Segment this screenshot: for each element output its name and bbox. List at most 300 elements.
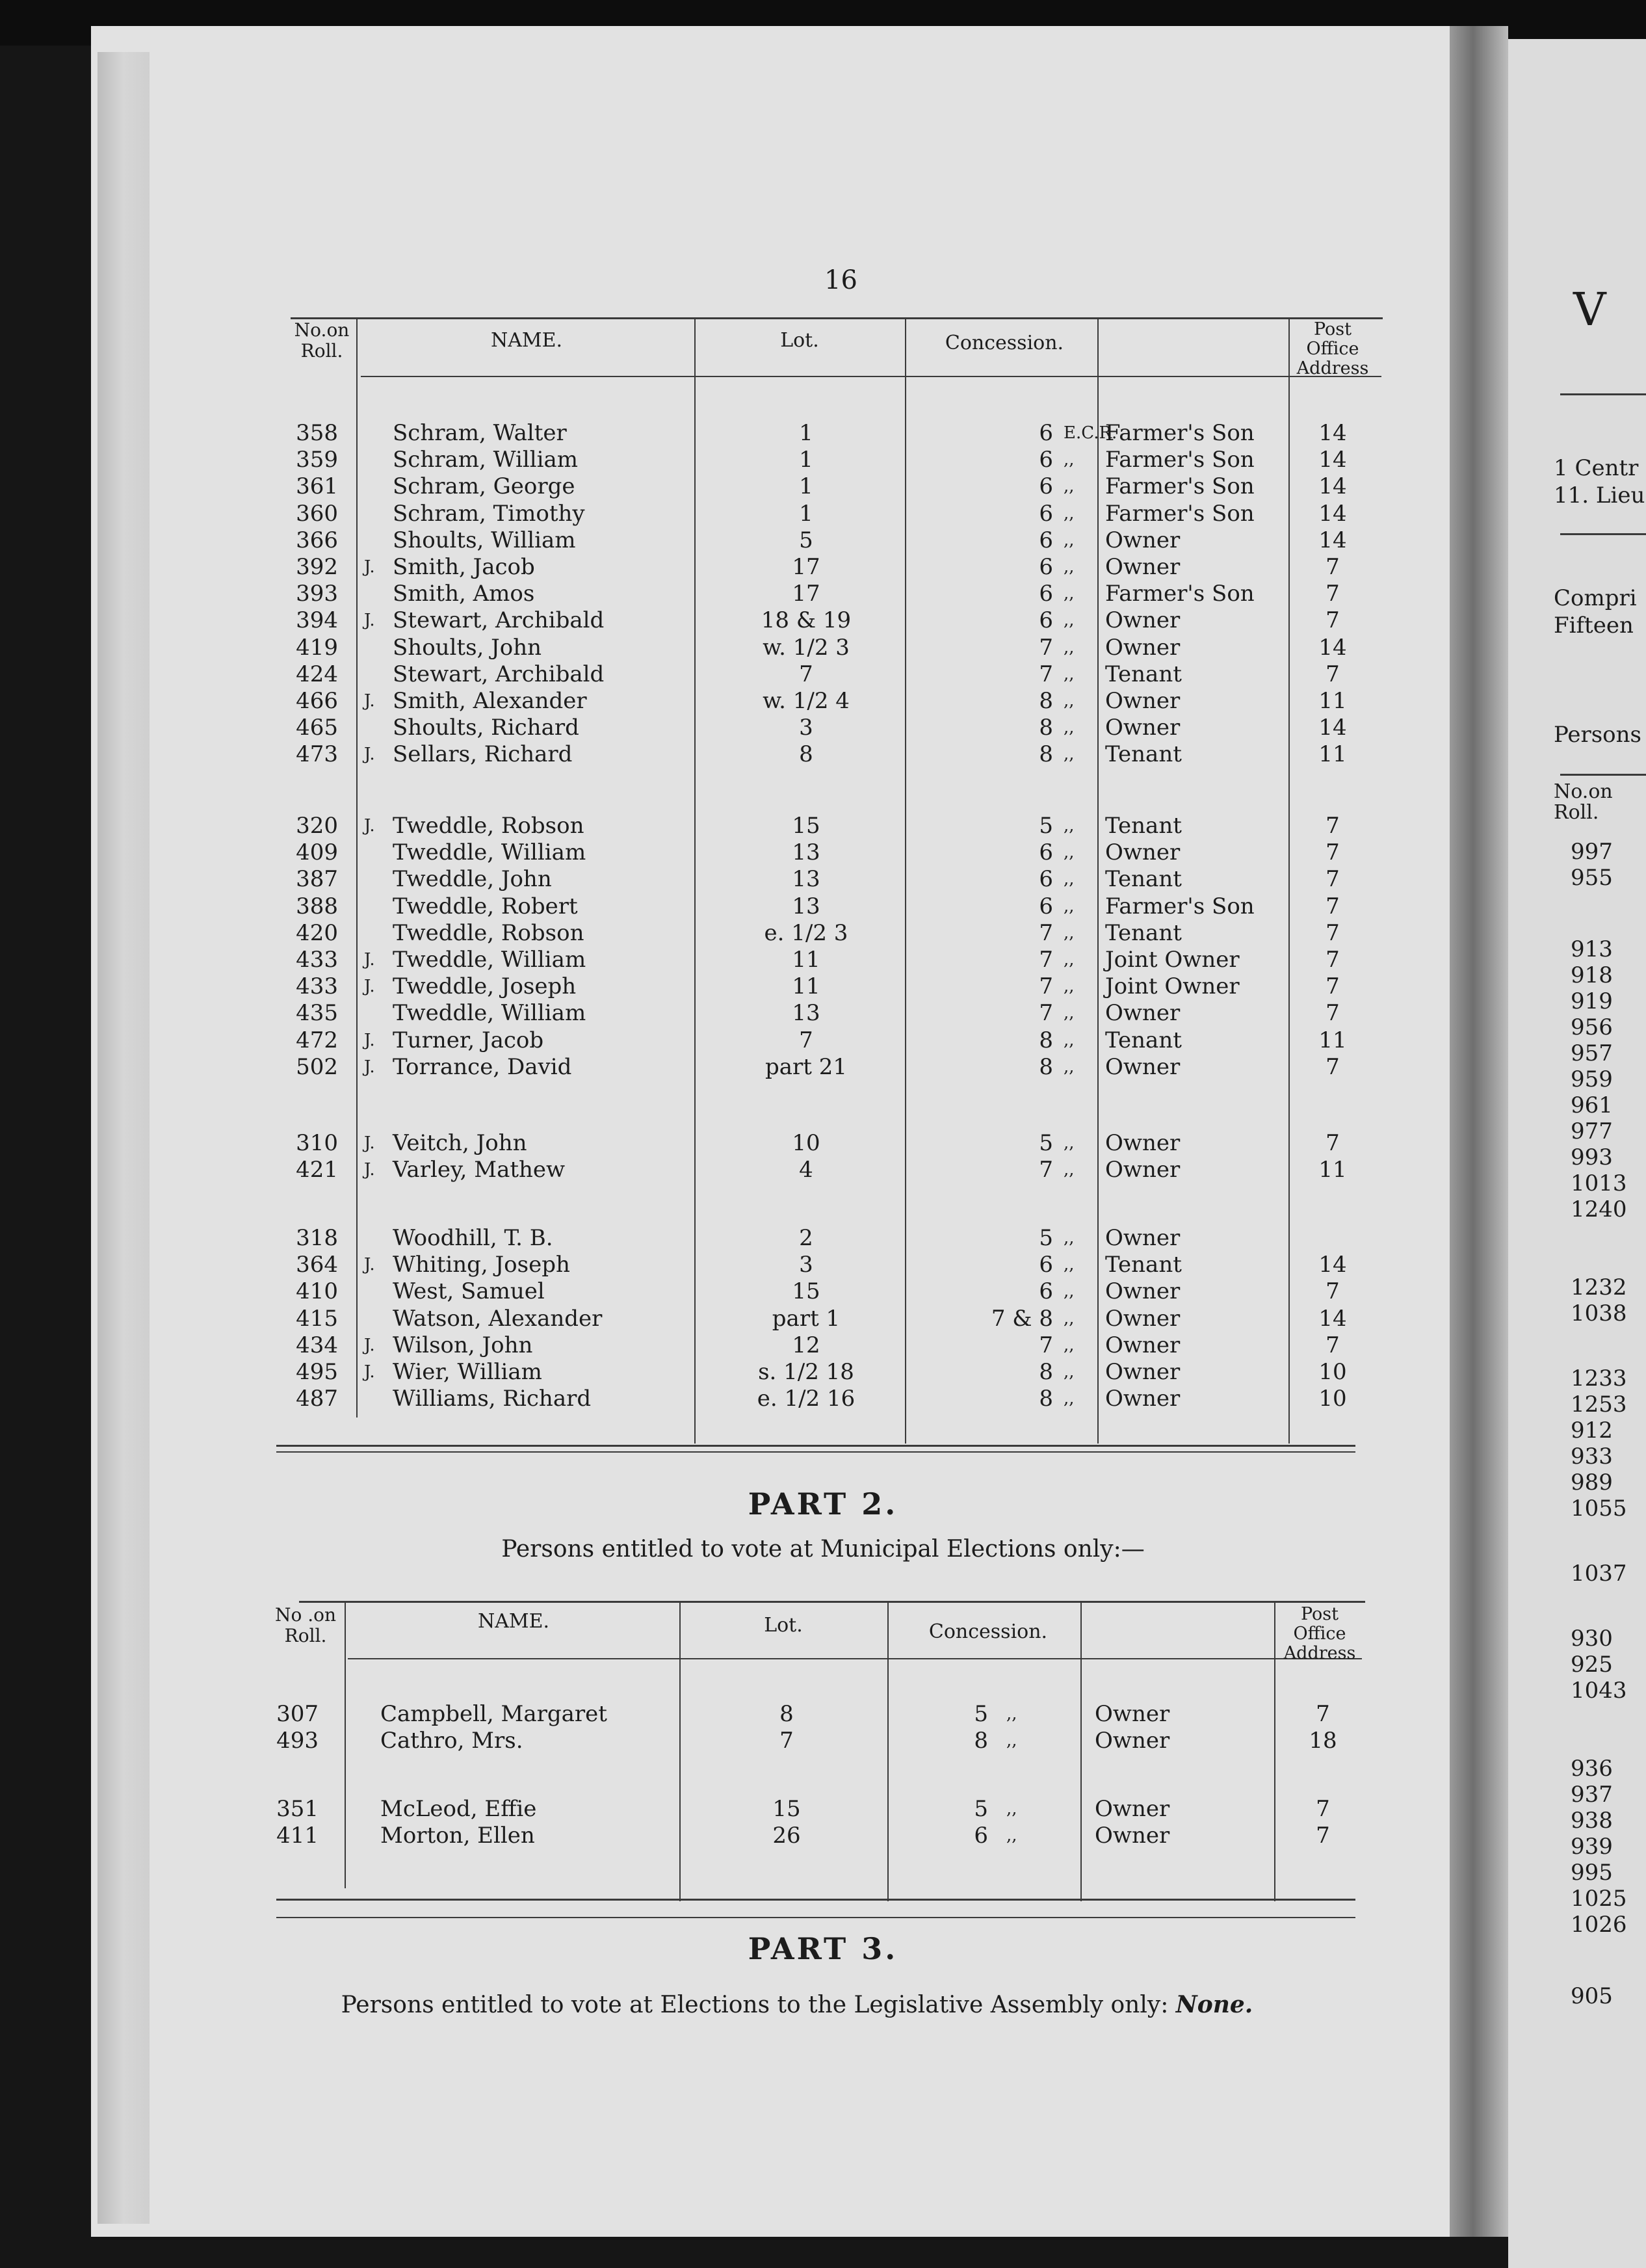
occupation: Farmer's Son — [1105, 500, 1255, 527]
lot-value: 11 — [792, 947, 820, 973]
facing-line: 11. Lieu — [1554, 482, 1645, 508]
occupation: Tenant — [1105, 866, 1182, 893]
lot-value: w. 1/2 3 — [763, 634, 850, 661]
occupation: Farmer's Son — [1105, 893, 1255, 919]
facing-roll-number: 905 — [1571, 1983, 1613, 2009]
facing-roll-number: 1026 — [1571, 1912, 1627, 1938]
lot-value: 3 — [799, 1252, 813, 1278]
voter-name: Cathro, Mrs. — [380, 1728, 523, 1754]
roll-number: 466 — [296, 688, 338, 714]
table-row — [0, 741, 1646, 768]
table-row — [0, 1225, 1646, 1252]
facing-roll-number: 1037 — [1571, 1561, 1627, 1587]
occupation: Owner — [1105, 1386, 1181, 1412]
table-row — [0, 688, 1646, 715]
post-office-number: 7 — [1326, 893, 1340, 919]
voter-mark-j: J. — [364, 1160, 375, 1180]
concession-value: 5 — [1039, 1225, 1053, 1251]
facing-roll-number: 959 — [1571, 1066, 1613, 1092]
lot-value: 10 — [792, 1130, 820, 1156]
voter-name: Varley, Mathew — [393, 1157, 566, 1183]
concession-ditto: ,, — [1064, 637, 1075, 657]
post-office-number: 10 — [1318, 1359, 1347, 1385]
lot-value: part 21 — [764, 1053, 848, 1080]
post-office-number: 14 — [1318, 473, 1347, 500]
post-office-number: 11 — [1318, 688, 1347, 714]
concession-value: 5 — [974, 1796, 988, 1822]
part2-header-roll: No .on Roll. — [274, 1604, 337, 1646]
facing-roll-number: 930 — [1571, 1626, 1613, 1652]
post-office-number: 7 — [1326, 661, 1340, 687]
lot-value: 3 — [799, 715, 813, 741]
roll-number: 472 — [296, 1027, 338, 1053]
voter-name: Smith, Amos — [393, 581, 535, 607]
concession-ditto: ,, — [1064, 1308, 1075, 1328]
voter-name: Tweddle, Robson — [393, 919, 584, 946]
roll-number: 358 — [296, 420, 338, 446]
occupation: Farmer's Son — [1105, 447, 1255, 473]
voter-mark-j: J. — [364, 1133, 375, 1153]
concession-value: 8 — [1039, 1359, 1053, 1385]
voter-mark-j: J. — [364, 1362, 375, 1382]
facing-roll-number: 1253 — [1571, 1391, 1627, 1418]
occupation: Owner — [1105, 1359, 1181, 1385]
part2-header-post-office: Post Office Address — [1283, 1604, 1356, 1663]
occupation: Owner — [1105, 715, 1181, 741]
table-row — [0, 1306, 1646, 1332]
post-office-number: 7 — [1326, 607, 1340, 634]
facing-roll-number: 1240 — [1571, 1196, 1627, 1222]
roll-number: 320 — [296, 813, 338, 839]
voter-name: McLeod, Effie — [380, 1796, 537, 1822]
concession-value: 6 — [1039, 866, 1053, 893]
concession-value: 6 — [1039, 500, 1053, 527]
lot-value: 8 — [779, 1701, 794, 1727]
voter-name: Stewart, Archibald — [393, 661, 605, 687]
post-office-number: 7 — [1326, 581, 1340, 607]
occupation: Farmer's Son — [1105, 581, 1255, 607]
table-row — [0, 527, 1646, 554]
roll-number: 493 — [276, 1728, 319, 1754]
roll-number: 495 — [296, 1359, 338, 1385]
voter-name: Wilson, John — [393, 1332, 533, 1358]
post-office-number: 14 — [1318, 1305, 1347, 1332]
concession-value: 7 — [1039, 947, 1053, 973]
concession-ditto: ,, — [1064, 950, 1075, 969]
lot-value: 1 — [799, 420, 813, 446]
concession-ditto: ,, — [1064, 1282, 1075, 1302]
table-row — [0, 866, 1646, 893]
voter-name: West, Samuel — [393, 1278, 545, 1305]
post-office-number: 14 — [1318, 634, 1347, 661]
table-row — [0, 1130, 1646, 1157]
post-office-number: 7 — [1316, 1701, 1330, 1727]
voter-mark-j: J. — [364, 1057, 375, 1077]
voter-name: Sellars, Richard — [393, 741, 573, 768]
table-row — [0, 554, 1646, 581]
voter-name: Wier, William — [393, 1359, 542, 1385]
facing-roll-number: 995 — [1571, 1860, 1613, 1886]
occupation: Tenant — [1105, 813, 1182, 839]
lot-value: 18 & 19 — [761, 607, 852, 634]
facing-roll-number: 961 — [1571, 1092, 1613, 1118]
voter-mark-j: J. — [364, 1335, 375, 1355]
lot-value: 13 — [792, 866, 820, 893]
page-number: 16 — [824, 265, 857, 295]
concession-value: 7 — [1039, 661, 1053, 687]
concession-value: 6 — [1039, 447, 1053, 473]
concession-value: 6 — [1039, 527, 1053, 553]
occupation: Farmer's Son — [1105, 473, 1255, 500]
header-name: NAME. — [490, 329, 563, 352]
occupation: Owner — [1105, 1305, 1181, 1332]
concession-value: 6 — [1039, 581, 1053, 607]
table-row — [0, 893, 1646, 920]
table-row — [0, 1157, 1646, 1183]
voter-name: Tweddle, William — [393, 839, 586, 866]
concession-value: 7 — [1039, 1157, 1053, 1183]
table-row — [0, 635, 1646, 661]
table-row — [0, 1386, 1646, 1412]
voter-name: Schram, Walter — [393, 420, 567, 446]
post-office-number: 7 — [1326, 973, 1340, 1000]
concession-ditto: ,, — [1064, 477, 1075, 497]
voter-name: Veitch, John — [393, 1130, 527, 1156]
concession-ditto: ,, — [1064, 1003, 1075, 1023]
concession-value: 6 — [1039, 554, 1053, 580]
concession-value: 6 — [1039, 1252, 1053, 1278]
concession-ditto: ,, — [1064, 664, 1075, 684]
post-office-number: 7 — [1326, 839, 1340, 866]
facing-roll-number: 918 — [1571, 962, 1613, 988]
occupation: Owner — [1105, 607, 1181, 634]
facing-line: Roll. — [1554, 801, 1599, 824]
roll-number: 361 — [296, 473, 338, 500]
lot-value: 1 — [799, 447, 813, 473]
concession-value: 5 — [974, 1701, 988, 1727]
voter-name: Campbell, Margaret — [380, 1701, 607, 1727]
facing-roll-number: 936 — [1571, 1756, 1613, 1782]
post-office-number: 14 — [1318, 500, 1347, 527]
table-row — [0, 1359, 1646, 1386]
lot-value: 2 — [799, 1225, 813, 1251]
concession-value: 6 — [1039, 839, 1053, 866]
lot-value: part 1 — [772, 1305, 841, 1332]
post-office-number: 7 — [1326, 919, 1340, 946]
table-row — [0, 715, 1646, 741]
concession-ditto: ,, — [1064, 557, 1075, 577]
concession-ditto: ,, — [1006, 1731, 1017, 1750]
roll-number: 318 — [296, 1225, 338, 1251]
post-office-number: 7 — [1326, 1130, 1340, 1156]
concession-ditto: ,, — [1064, 1160, 1075, 1180]
roll-number: 310 — [296, 1130, 338, 1156]
roll-number: 465 — [296, 715, 338, 741]
facing-roll-number: 997 — [1571, 839, 1613, 865]
post-office-number: 7 — [1326, 813, 1340, 839]
concession-ditto: ,, — [1064, 1133, 1075, 1153]
occupation: Owner — [1105, 554, 1181, 580]
concession-ditto: ,, — [1064, 584, 1075, 604]
table-row — [0, 1000, 1646, 1027]
table-row — [0, 661, 1646, 688]
voter-name: Watson, Alexander — [393, 1305, 603, 1332]
roll-number: 433 — [296, 973, 338, 1000]
roll-number: 487 — [296, 1386, 338, 1412]
lot-value: 7 — [779, 1728, 794, 1754]
concession-value: 7 — [1039, 634, 1053, 661]
lot-value: 11 — [792, 973, 820, 1000]
roll-number: 421 — [296, 1157, 338, 1183]
table-row — [0, 1332, 1646, 1359]
concession-value: 7 — [1039, 973, 1053, 1000]
voter-mark-j: J. — [364, 950, 375, 969]
voter-name: Shoults, Richard — [393, 715, 579, 741]
occupation: Tenant — [1105, 1252, 1182, 1278]
lot-value: e. 1/2 16 — [757, 1386, 856, 1412]
lot-value: 5 — [799, 527, 813, 553]
roll-number: 388 — [296, 893, 338, 919]
concession-ditto: ,, — [1064, 816, 1075, 836]
facing-roll-number: 933 — [1571, 1444, 1613, 1470]
part2-subtitle: Persons entitled to vote at Municipal Elections only:— — [501, 1536, 1145, 1563]
concession-ditto: ,, — [1064, 718, 1075, 738]
voter-name: Tweddle, Robson — [393, 813, 584, 839]
table-row — [0, 813, 1646, 839]
concession-value: 5 — [1039, 813, 1053, 839]
roll-number: 415 — [296, 1305, 338, 1332]
occupation: Owner — [1105, 1278, 1181, 1305]
occupation: Farmer's Son — [1105, 420, 1255, 446]
facing-roll-number: 913 — [1571, 936, 1613, 962]
facing-roll-number: 977 — [1571, 1118, 1613, 1144]
concession-ditto: ,, — [1006, 1799, 1017, 1819]
post-office-number: 7 — [1326, 866, 1340, 893]
lot-value: s. 1/2 18 — [758, 1359, 854, 1385]
voter-name: Tweddle, Joseph — [393, 973, 577, 1000]
occupation: Owner — [1105, 1130, 1181, 1156]
facing-roll-number: 937 — [1571, 1782, 1613, 1808]
facing-roll-number: 1038 — [1571, 1300, 1627, 1326]
part3-none: None. — [1175, 1991, 1253, 2018]
concession-ditto: ,, — [1064, 1255, 1075, 1275]
occupation: Owner — [1105, 1157, 1181, 1183]
part2-header-lot: Lot. — [764, 1614, 803, 1637]
table-row — [0, 501, 1646, 527]
post-office-number: 11 — [1318, 1157, 1347, 1183]
voter-name: Tweddle, William — [393, 947, 586, 973]
concession-ditto: ,, — [1064, 977, 1075, 997]
concession-ditto: ,, — [1064, 896, 1075, 916]
roll-number: 359 — [296, 447, 338, 473]
table-row — [0, 1823, 1646, 1849]
facing-roll-number: 1233 — [1571, 1365, 1627, 1391]
roll-number: 411 — [276, 1823, 319, 1849]
voter-name: Tweddle, John — [393, 866, 552, 893]
voter-name: Schram, George — [393, 473, 575, 500]
table-row — [0, 1728, 1646, 1754]
voter-name: Stewart, Archibald — [393, 607, 605, 634]
concession-value: 7 & 8 — [991, 1305, 1053, 1332]
lot-value: w. 1/2 4 — [763, 688, 850, 714]
lot-value: 4 — [799, 1157, 813, 1183]
post-office-number: 7 — [1326, 1000, 1340, 1027]
header-roll: No.on Roll. — [294, 319, 350, 362]
facing-line: Persons — [1554, 722, 1641, 748]
concession-value: 6 — [1039, 1278, 1053, 1305]
table-row — [0, 839, 1646, 866]
post-office-number: 14 — [1318, 420, 1347, 446]
concession-ditto: ,, — [1064, 530, 1075, 550]
roll-number: 392 — [296, 554, 338, 580]
facing-line: Compri — [1554, 585, 1637, 611]
table-row — [0, 1701, 1646, 1728]
facing-roll-number: 1232 — [1571, 1274, 1627, 1300]
occupation: Owner — [1105, 527, 1181, 553]
occupation: Owner — [1105, 634, 1181, 661]
post-office-number: 18 — [1309, 1728, 1337, 1754]
voter-mark-j: J. — [364, 816, 375, 836]
concession-ditto: ,, — [1064, 1362, 1075, 1382]
table-row — [0, 473, 1646, 500]
concession-ditto: ,, — [1006, 1704, 1017, 1724]
concession-ditto: ,, — [1064, 745, 1075, 765]
concession-value: 8 — [1039, 1386, 1053, 1412]
part2-header-concession: Concession. — [928, 1620, 1048, 1643]
lot-value: 26 — [772, 1823, 801, 1849]
table-row — [0, 1278, 1646, 1305]
concession-ditto: ,, — [1064, 869, 1075, 890]
lot-value: 13 — [792, 1000, 820, 1027]
concession-value: 6 — [1039, 607, 1053, 634]
occupation: Joint Owner — [1105, 973, 1240, 1000]
voter-name: Williams, Richard — [393, 1386, 592, 1412]
concession-value: 7 — [1039, 1000, 1053, 1027]
facing-roll-number: 1043 — [1571, 1678, 1627, 1704]
concession-value: 8 — [1039, 715, 1053, 741]
post-office-number: 14 — [1318, 527, 1347, 553]
header-lot: Lot. — [780, 329, 819, 352]
table-row — [0, 581, 1646, 607]
lot-value: 17 — [792, 554, 820, 580]
roll-number: 419 — [296, 634, 338, 661]
concession-ditto: ,, — [1064, 450, 1075, 470]
post-office-number: 11 — [1318, 741, 1347, 768]
lot-value: 17 — [792, 581, 820, 607]
facing-roll-number: 1055 — [1571, 1496, 1627, 1522]
post-office-number: 14 — [1318, 1252, 1347, 1278]
voter-name: Shoults, William — [393, 527, 576, 553]
facing-roll-number: 919 — [1571, 988, 1613, 1014]
lot-value: 8 — [799, 741, 813, 768]
facing-roll-number: 955 — [1571, 865, 1613, 891]
roll-number: 393 — [296, 581, 338, 607]
post-office-number: 14 — [1318, 447, 1347, 473]
facing-roll-number: 938 — [1571, 1808, 1613, 1834]
roll-number: 409 — [296, 839, 338, 866]
post-office-number: 7 — [1326, 1332, 1340, 1358]
voter-name: Morton, Ellen — [380, 1823, 535, 1849]
roll-number: 424 — [296, 661, 338, 687]
concession-value: 6 — [1039, 893, 1053, 919]
roll-number: 351 — [276, 1796, 319, 1822]
occupation: Owner — [1105, 1332, 1181, 1358]
post-office-number: 7 — [1326, 1053, 1340, 1080]
concession-ditto: ,, — [1064, 1389, 1075, 1409]
concession-ditto: ,, — [1064, 1335, 1075, 1355]
occupation: Owner — [1095, 1823, 1170, 1849]
post-office-number: 14 — [1318, 715, 1347, 741]
roll-number: 435 — [296, 1000, 338, 1027]
voter-mark-j: J. — [364, 1030, 375, 1050]
concession-value: 8 — [1039, 1027, 1053, 1053]
roll-number: 394 — [296, 607, 338, 634]
concession-value: 7 — [1039, 1332, 1053, 1358]
table-row — [0, 420, 1646, 447]
concession-value: 8 — [1039, 688, 1053, 714]
voter-name: Torrance, David — [393, 1053, 572, 1080]
concession-value: 8 — [1039, 741, 1053, 768]
table-row — [0, 1796, 1646, 1823]
lot-value: 15 — [772, 1796, 801, 1822]
concession-ditto: ,, — [1064, 1228, 1075, 1248]
roll-number: 360 — [296, 500, 338, 527]
post-office-number: 7 — [1326, 554, 1340, 580]
part3-subtitle: Persons entitled to vote at Elections to the Legislative Assembly only: — [341, 1992, 1169, 2018]
facing-line: Fifteen — [1554, 613, 1634, 639]
voter-name: Schram, Timothy — [393, 500, 585, 527]
concession-ditto: ,, — [1064, 1030, 1075, 1050]
occupation: Owner — [1105, 688, 1181, 714]
concession-value: 8 — [1039, 1053, 1053, 1080]
concession-ditto: ,, — [1064, 1057, 1075, 1077]
roll-number: 502 — [296, 1053, 338, 1080]
occupation: Tenant — [1105, 919, 1182, 946]
concession-value: 5 — [1039, 1130, 1053, 1156]
voter-name: Shoults, John — [393, 634, 542, 661]
concession-value: 6 — [1039, 473, 1053, 500]
concession-ditto: ,, — [1064, 691, 1075, 711]
lot-value: 15 — [792, 1278, 820, 1305]
concession-ditto: ,, — [1006, 1826, 1017, 1845]
roll-number: 387 — [296, 866, 338, 893]
occupation: Owner — [1095, 1728, 1170, 1754]
voter-mark-j: J. — [364, 691, 375, 711]
roll-number: 433 — [296, 947, 338, 973]
voter-name: Tweddle, Robert — [393, 893, 578, 919]
voter-name: Tweddle, William — [393, 1000, 586, 1027]
concession-ditto: E.C.R. — [1064, 423, 1117, 443]
concession-value: 6 — [974, 1823, 988, 1849]
voter-name: Schram, William — [393, 447, 578, 473]
voter-mark-j: J. — [364, 1255, 375, 1275]
facing-roll-number: 1013 — [1571, 1170, 1627, 1196]
voter-mark-j: J. — [364, 611, 375, 631]
roll-number: 366 — [296, 527, 338, 553]
lot-value: 12 — [792, 1332, 820, 1358]
occupation: Joint Owner — [1105, 947, 1240, 973]
post-office-number: 11 — [1318, 1027, 1347, 1053]
facing-roll-number: 939 — [1571, 1834, 1613, 1860]
table-row — [0, 1027, 1646, 1054]
voter-mark-j: J. — [364, 977, 375, 997]
concession-ditto: ,, — [1064, 923, 1075, 943]
concession-value: 8 — [974, 1728, 988, 1754]
facing-line: No.on — [1554, 780, 1613, 803]
facing-roll-number: 993 — [1571, 1144, 1613, 1170]
post-office-number: 10 — [1318, 1386, 1347, 1412]
header-concession: Concession. — [945, 332, 1064, 354]
